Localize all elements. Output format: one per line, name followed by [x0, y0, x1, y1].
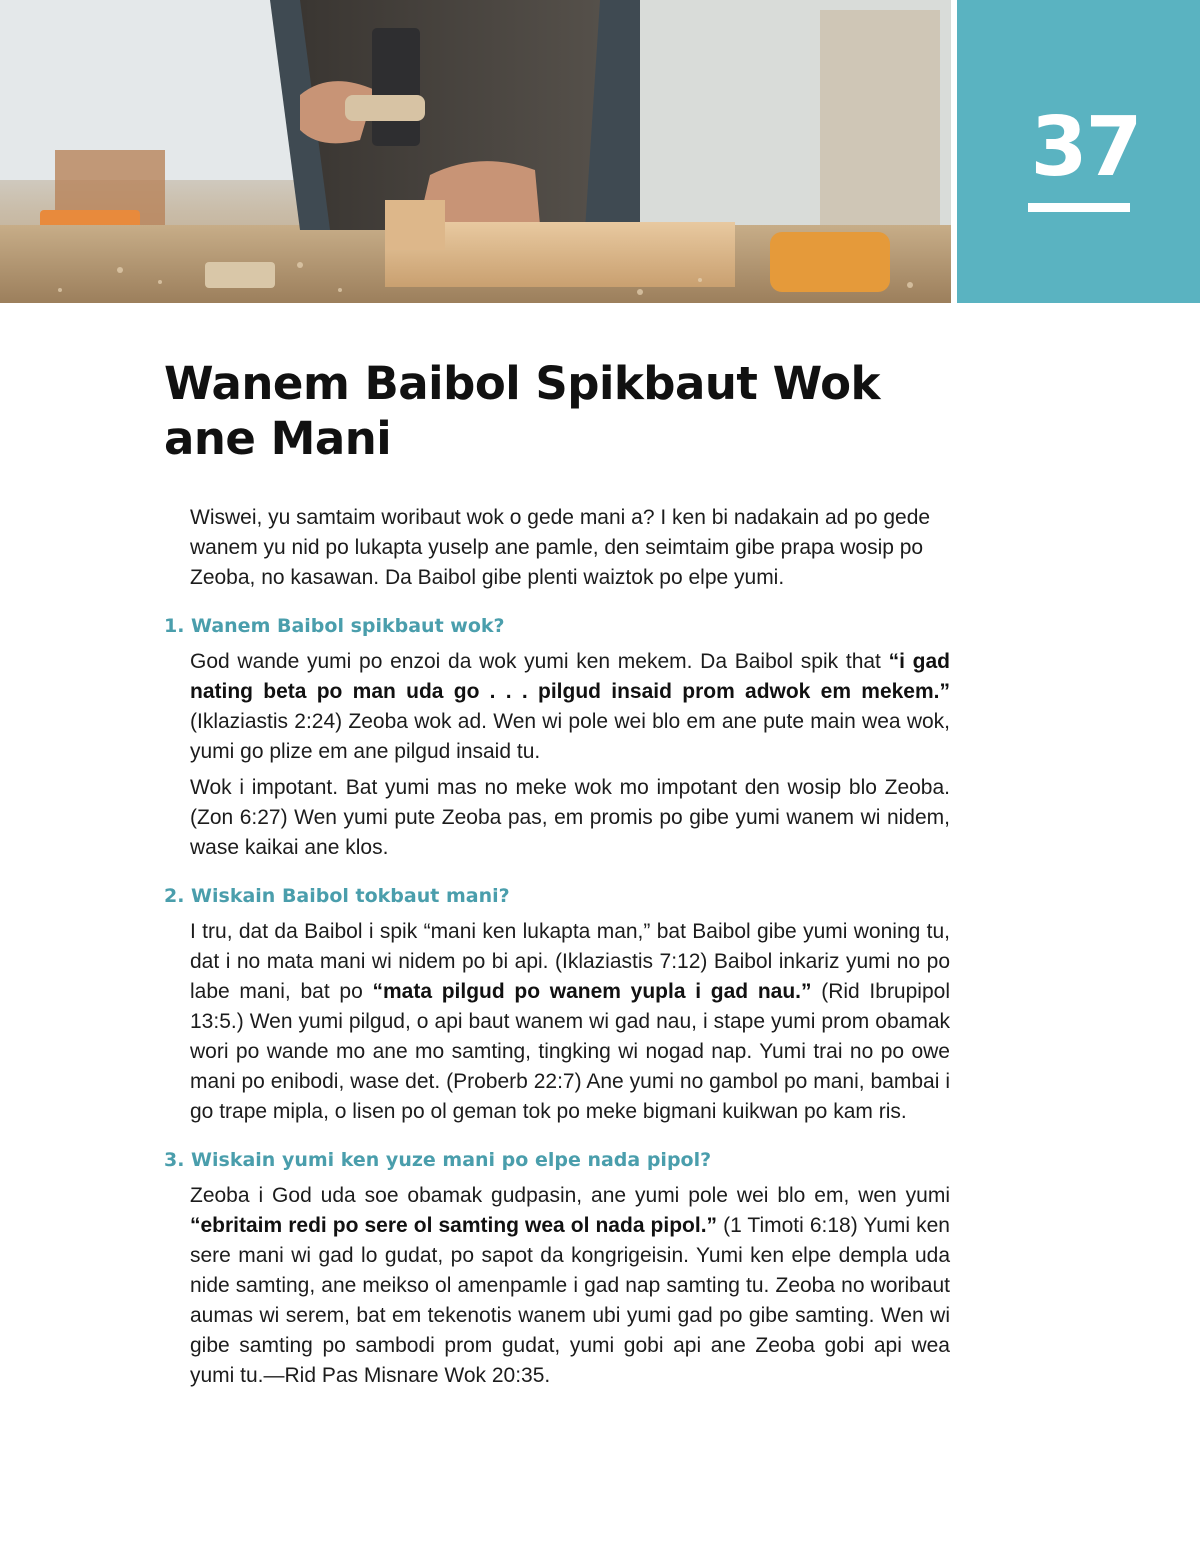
quoted-scripture: “mata pilgud po wanem yupla i gad nau.” — [372, 980, 812, 1003]
section-heading-3: 3. Wiskain yumi ken yuze mani po elpe nada pipol? — [164, 1149, 712, 1171]
chapter-badge — [957, 0, 1200, 303]
text-run: God wande yumi po enzoi da wok yumi ken mekem. Da Baibol spik that — [190, 650, 889, 673]
chapter-underline — [1028, 203, 1130, 212]
section-heading-2: 2. Wiskain Baibol tokbaut mani? — [164, 885, 510, 907]
section-3-paragraph-1 — [190, 1181, 950, 1391]
text-run: (Rid Ibrupipol 13:5.) Wen yumi pilgud, o api baut wanem wi gad nau, i stape yumi prom obamak wori po wande mo ane mo samting, tingking wi nogad nap. Yumi trai no po owe mani po enibodi, wase det. (Proberb 22:7) Ane yumi no gambol po mani, bambai i go trape mipla, o lisen po ol geman tok po meke bigmani kuikwan po kam ris. — [190, 980, 950, 1123]
page-title: Wanem Baibol Spikbaut Wok ane Mani — [164, 357, 880, 465]
section-1-paragraph-2 — [190, 773, 950, 863]
text-run: Zeoba i God uda soe obamak gudpasin, ane yumi pole wei blo em, wen yumi — [190, 1184, 950, 1207]
chapter-number: 37 — [1030, 100, 1141, 195]
section-2-paragraph-1 — [190, 917, 950, 1127]
header-photo — [0, 0, 951, 303]
section-heading-1: 1. Wanem Baibol spikbaut wok? — [164, 615, 505, 637]
section-1-paragraph-1 — [190, 647, 950, 767]
text-run: Wok i impotant. Bat yumi mas no meke wok mo impotant den wosip blo Zeoba. (Zon 6:27) Wen yumi pute Zeoba pas, em promis po gibe yumi wanem wi nidem, wase kaikai ane klos. — [190, 776, 950, 859]
text-run: (1 Timoti 6:18) Yumi ken sere mani wi gad lo gudat, po sapot da kongrigeisin. Yumi ken elpe dempla uda nide samting, ane meikso ol amenpamle i gad nap samting tu. Zeoba no woribaut aumas wi serem, bat em tekenotis wanem ubi yumi gad po gibe samting. Wen wi gibe samting po sambodi prom gudat, yumi gobi api ane Zeoba gobi api wea yumi tu.—Rid Pas Misnare Wok 20:35. — [190, 1214, 950, 1387]
text-run: (Iklaziastis 2:24) Zeoba wok ad. Wen wi pole wei blo em ane pute main wea wok, yumi go plize em ane pilgud insaid tu. — [190, 710, 950, 763]
text-run: I tru, dat da Baibol i spik “mani ken lukapta man,” bat Baibol gibe yumi woning tu, dat i no mata mani wi nidem po bi api. (Iklaziastis 7:12) Baibol inkariz yumi no po labe mani, bat po — [190, 920, 950, 1003]
quoted-scripture: “i gad nating beta po man uda go . . . pilgud insaid prom adwok em mekem.” — [190, 650, 950, 703]
quoted-scripture: “ebritaim redi po sere ol samting wea ol nada pipol.” — [190, 1214, 718, 1237]
intro-paragraph: Wiswei, yu samtaim woribaut wok o gede mani a? I ken bi nadakain ad po gede wanem yu nid po lukapta yuselp ane pamle, den seimtaim gibe prapa wosip po Zeoba, no kasawan. Da Baibol gibe plenti waiztok po elpe yumi. — [190, 506, 931, 589]
lesson-body — [164, 503, 952, 1391]
